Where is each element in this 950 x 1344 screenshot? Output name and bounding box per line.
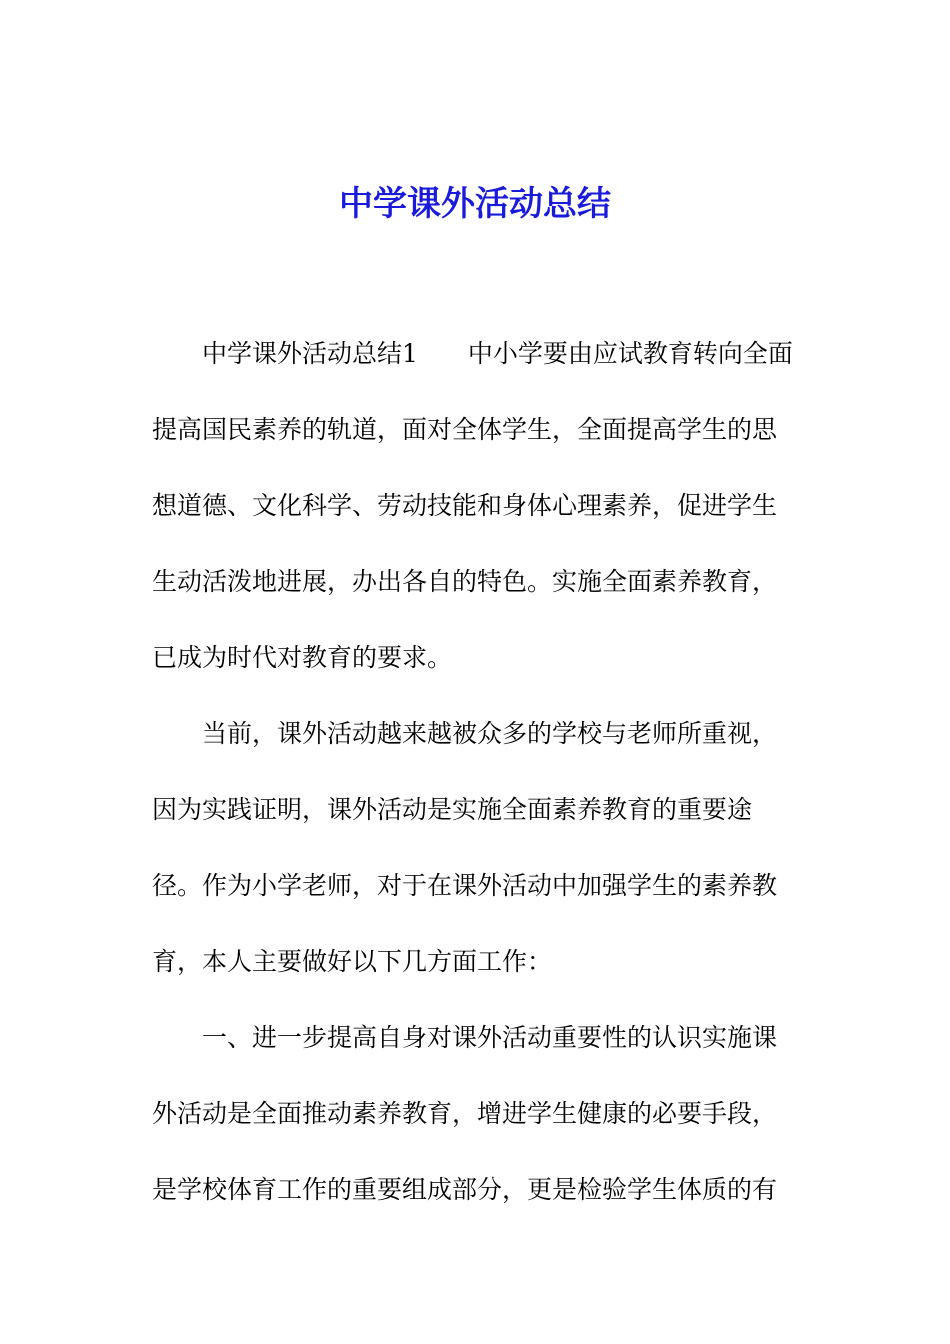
paragraph-line: 生动活泼地进展，办出各自的特色。实施全面素养教育， [152,567,778,596]
paragraph-1 [152,316,808,696]
document-title: 中学课外活动总结 [339,184,611,224]
paragraph-line [152,316,808,392]
paragraph-line: 当前，课外活动越来越被众多的学校与老师所重视， [202,719,778,748]
paragraph-2 [152,696,808,1000]
paragraph-line: 育，本人主要做好以下几方面工作： [152,947,553,976]
paragraph-line: 提高国民素养的轨道，面对全体学生，全面提高学生的思 [152,415,778,444]
section-heading: 中学课外活动总结1 [202,339,418,368]
paragraph-3 [152,1000,808,1228]
paragraph-line: 外活动是全面推动素养教育，增进学生健康的必要手段， [152,1099,778,1128]
document-body [152,316,808,1228]
paragraph-line: 已成为时代对教育的要求。 [152,643,453,672]
paragraph-line: 因为实践证明，课外活动是实施全面素养教育的重要途 [152,795,753,824]
line-text: 中小学要由应试教育转向全面 [467,339,793,368]
paragraph-line: 一、进一步提高自身对课外活动重要性的认识实施课 [202,1023,778,1052]
paragraph-line: 径。作为小学老师，对于在课外活动中加强学生的素养教 [152,871,778,900]
paragraph-line: 想道德、文化科学、劳动技能和身体心理素养，促进学生 [152,491,778,520]
paragraph-line: 是学校体育工作的重要组成部分，更是检验学生体质的有 [152,1175,778,1204]
